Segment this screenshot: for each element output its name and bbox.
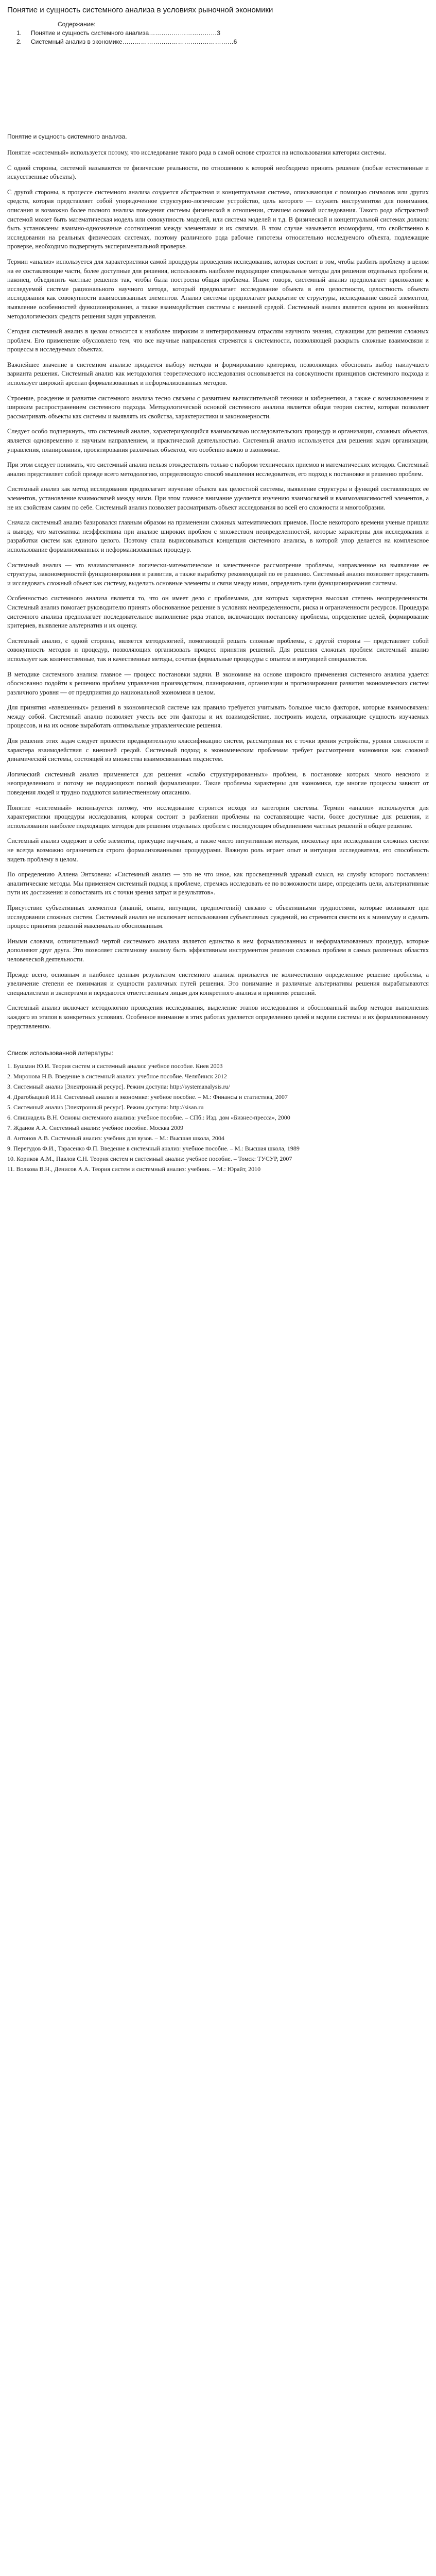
bibliography-item: 6. Спицнадель В.Н. Основы системного анализа: учебное пособие. – СПб.: Изд. дом «Бизнес-пресса», 2000 <box>7 1114 290 1122</box>
toc-item-page: 3 <box>217 29 220 37</box>
table-of-contents <box>7 20 429 46</box>
section-title: Понятие и сущность системного анализа. <box>7 133 127 140</box>
toc-item-number: 1. <box>16 29 22 37</box>
bibliography-item: 10. Кориков А.М., Павлов С.Н. Теория систем и системный анализ: учебное пособие. – Томск: ТУСУР, 2007 <box>7 1155 292 1163</box>
bibliography-item: 9. Перегудов Ф.И., Тарасенко Ф.П. Введение в системный анализ: учебное пособие. – М.: Высшая школа, 1989 <box>7 1145 300 1153</box>
paragraph: Логический системный анализ применяется для решения «слабо структурированных» проблем, в постановке которых много неясного и неопределенного и потому не поддающихся полной формализации. Такие проблемы характерны для экономики, где многие процессы зависят от поведения людей и трудно поддаются количественному описанию. <box>7 770 429 796</box>
paragraph: Сегодня системный анализ в целом относится к наиболее широким и интегрированным отраслям научного знания, служащим для решения сложных проблем. Его применение обусловлено тем, что все научные направления стремятся к системности, позволяющей раскрыть сложные взаимосвязи и процессы в исследуемых объектах. <box>7 328 429 353</box>
bibliography-item: 1. Бушмин Ю.И. Теория систем и системный анализ: учебное пособие. Киев 2003 <box>7 1062 223 1070</box>
paragraph: С другой стороны, в процессе системного анализа создается абстрактная и концептуальная система, описывающая с помощью символов или других средств, которая представляет собой упорядоченное структурно-логическое устройство, цель которого — служить инструментом для понимания, описания и возможно более полного анализа поведения системы физической в отношении, ставшем основой исследования. Такого рода абстрактной системой может быть математическая модель или совокупность моделей, или система моделей и т.д. В физической и концептуальной системах должны быть установлены взаимно-однозначные соотношения между элементами и их связями. В этом случае называется изоморфизм, что свойственно в исследовании на реальных физических системах, поэтому различного рода рабочие гипотезы относительно исследуемого объекта, подлежащие проверке, необходимо подвергнуть экспериментальной проверке. <box>7 188 429 250</box>
paragraph: При этом следует понимать, что системный анализ нельзя отождествлять только с набором технических приемов и математических методов. Системный анализ представляет собой прежде всего методологию, определяющую способ мышления исследователя, его подход к постановке и решению проблем. <box>7 461 429 478</box>
paragraph: Для решения этих задач следует провести предварительную классификацию систем, рассматривая их с точки зрения устройства, уровня сложности и характера взаимодействия с внешней средой. Системный подход к экономическим проблемам требует рассмотрения экономики как сложной динамической системы, состоящей из множества взаимосвязанных подсистем. <box>7 737 429 763</box>
toc-item-dots: ……………………………………………… <box>122 38 234 45</box>
document-title: Понятие и сущность системного анализа в условиях рыночной экономики <box>7 6 273 14</box>
bibliography-title: Список использованной литературы: <box>7 1049 113 1057</box>
paragraph: В методике системного анализа главное — процесс постановки задачи. В экономике на основе широкого применения системного анализа удается обоснованно подойти к решению проблем управления производством, планирования, организации и прогнозирования развития экономических систем различного уровня — от предприятия до национальной экономики в целом. <box>7 670 429 696</box>
paragraph: Понятие «системный» используется потому, что исследование строится исходя из категории системы. Термин «анализ» используется для характеристики процедуры исследования, которая состоит в разбиении проблемы на составляющие части, более доступные для решения, и использовании наиболее подходящих методов для решения отдельных проблем с последующим объединением частных решений в общее решение. <box>7 804 429 829</box>
bibliography-item: 4. Драгобыцкий И.Н. Системный анализ в экономике: учебное пособие. – М.: Финансы и статистика, 2007 <box>7 1093 288 1101</box>
paragraph: Следует особо подчеркнуть, что системный анализ, характеризующийся взаимосвязью исследовательских процедур и организации, сложных объектов, является одновременно и научным направлением, и практической деятельностью. Системный анализ используется для решения задач организации, управления, планирования, проектирования различных объектов, что особенно важно в экономике. <box>7 428 429 453</box>
paragraph: Прежде всего, основным и наиболее ценным результатом системного анализа признается не количественно определенное решение проблемы, а увеличение степени ее понимания и сущности различных путей решения. Это понимание и различные альтернативы решения вырабатываются специалистами и экспертами и передаются ответственным лицам для конкретного анализа и принятия решений. <box>7 971 429 996</box>
bibliography-list <box>7 1062 429 1173</box>
toc-item[interactable] <box>7 38 429 46</box>
paragraph: Сначала системный анализ базировался главным образом на применении сложных математических приемов. После некоторого времени ученые пришли к выводу, что математика неэффективна при анализе широких проблем с множеством неопределенностей, которые характерны для исследования и разработки систем как единого целого. Поэтому стала вырисовываться концепция системного анализа, в которой упор делается на комплексное использование формализованных и неформализованных процедур. <box>7 519 429 553</box>
bibliography-item[interactable]: 3. Системный анализ [Электронный ресурс]. Режим доступа: http://systemanalysis.ru/ <box>7 1083 230 1091</box>
paragraph: Особенностью системного анализа является то, что он имеет дело с проблемами, для которых характерна высокая степень неопределенности. Системный анализ помогает руководителю принять обоснованное решение в условиях неопределенности, риска и ограниченности ресурсов. Процедура системного анализа предполагает последовательное выполнение ряда этапов, включающих постановку проблемы, определение целей, формирование критериев, выявление альтернатив и их оценку. <box>7 595 429 630</box>
bibliography-item: 7. Жданов А.А. Системный анализ: учебное пособие. Москва 2009 <box>7 1124 184 1132</box>
paragraph: Строение, рождение и развитие системного анализа тесно связаны с развитием вычислительной техники и кибернетики, а также с возникновением и широким распространением системного подхода. Методологической основой системного анализа является общая теория систем, которая позволяет рассматривать объекты как системы и выявлять их свойства, характеристики и закономерности. <box>7 394 429 420</box>
toc-item-text: Системный анализ в экономике <box>31 38 123 45</box>
toc-item-page: 6 <box>233 38 237 45</box>
paragraph: Системный анализ включает методологию проведения исследования, выделение этапов исследования и обоснованный выбор методов выполнения каждого из этапов в конкретных условиях. Особенное внимание в этих работах уделяется определению целей и модели системы и их формализованному представлению. <box>7 1004 429 1030</box>
toc-heading: Содержание: <box>58 21 96 28</box>
bibliography-item: 11. Волкова В.Н., Денисов А.А. Теория систем и системный анализ: учебник. – М.: Юрайт, 2010 <box>7 1165 261 1173</box>
paragraph: Термин «анализ» используется для характеристики самой процедуры проведения исследования, которая состоит в том, чтобы разбить проблему в целом на ее составляющие части, более доступные для решения, использовать наиболее подходящие специальные методы для решения отдельных проблем и, наконец, объединить частные решения так, чтобы была построена общая проблема. Иначе говоря, системный анализ предполагает приложение к исследуемой системе рационального научного метода, который предполагает исследование объекта в его целостности, целостность объекта исследования как совокупности взаимосвязанных элементов. Анализ системы предполагает раскрытие ее структуры, исследование связей элементов, выявление особенностей функционирования, а также взаимодействия системы с внешней средой. Системный анализ является одним из важнейших методологических средств решения задач управления. <box>7 258 429 320</box>
toc-item-number: 2. <box>16 38 22 45</box>
paragraph: Иными словами, отличительной чертой системного анализа является единство в нем формализованных и неформализованных процедур, которые дополняют друг друга. Это позволяет системному анализу быть эффективным инструментом решения сложных проблем в самых различных областях человеческой деятельности. <box>7 937 429 963</box>
bibliography-item: 2. Миронова Н.В. Введение в системный анализ: учебное пособие. Челябинск 2012 <box>7 1073 227 1080</box>
paragraph: Для принятия «взвешенных» решений в экономической системе как правило требуется учитывать большое число факторов, которые взаимосвязаны между собой. Системный анализ позволяет учесть все эти факторы и их взаимодействие, построить модели, отражающие сущность изучаемых процессов, и на их основе выработать оптимальные управленческие решения. <box>7 704 429 730</box>
paragraph: Системный анализ — это взаимосвязанное логически-математическое и качественное рассмотрение проблемы, направленное на выявление ее структуры, закономерностей функционирования и развития, а также выработку рекомендаций по ее решению. Системный анализ позволяет представить и исследовать сложный объект как систему, выделить основные элементы и связи между ними, определить цели функционирования системы. <box>7 561 429 587</box>
paragraph: С одной стороны, системой называются те физические реальности, по отношению к которой необходимо принять решение (любые естественные и искусственные объекты). <box>7 164 429 181</box>
paragraph: По определению Аллена Энтховена: «Системный анализ — это не что иное, как просвещенный здравый смысл, на службу которого поставлены аналитические методы. Мы применяем системный подход к проблеме, стремясь исследовать ее по возможности шире, определить цели, альтернативные пути их достижения и сопоставить их с точки зрения затрат и результатов». <box>7 871 429 896</box>
paragraph: Системный анализ как метод исследования предполагает изучение объекта как целостной системы, выявление структуры и функций составляющих ее элементов, установление взаимосвязей между ними. При этом главное внимание уделяется изучению взаимосвязей и взаимозависимостей элементов, а не их свойствам самим по себе. Системный анализ позволяет рассматривать объект исследования во всей его сложности и многообразии. <box>7 485 429 511</box>
paragraph: Понятие «системный» используется потому, что исследование такого рода в самой основе строится на использовании категории системы. <box>7 149 386 156</box>
paragraph: Важнейшее значение в системном анализе придается выбору методов и формированию критериев, позволяющих обосновать выбор наилучшего варианта решения. Системный анализ как методология теоретического исследования основывается на совокупности принципов системного подхода и использует широкий арсенал формализованных и неформализованных методов. <box>7 361 429 387</box>
toc-item[interactable] <box>7 29 429 38</box>
body-text <box>7 148 429 1031</box>
toc-item-dots: …………………………… <box>149 29 217 37</box>
paragraph: Присутствие субъективных элементов (знаний, опыта, интуиции, предпочтений) связано с объективными трудностями, которые возникают при исследовании сложных систем. Системный анализ не исключает использования субъективных суждений, но стремится свести их к минимуму и сделать процесс принятия решений максимально обоснованным. <box>7 904 429 930</box>
toc-item-text: Понятие и сущность системного анализа <box>31 29 149 37</box>
paragraph: Системный анализ, с одной стороны, является методологией, помогающей решать сложные проблемы, с другой стороны — представляет собой совокупность методов и процедур, позволяющих организовать процесс принятия решений. Для решения сложных проблем системный анализ использует как количественные, так и качественные методы, сочетая формальные процедуры с опытом и интуицией специалистов. <box>7 637 429 663</box>
bibliography-item: 8. Антонов А.В. Системный анализ: учебник для вузов. – М.: Высшая школа, 2004 <box>7 1134 224 1142</box>
paragraph: Системный анализ содержит в себе элементы, присущие научным, а также чисто интуитивным методам, поскольку при исследовании сложных систем не всегда возможно ограничиться строго формализованными процедурами. Важную роль играет опыт и интуиция исследователя, его способность видеть проблему в целом. <box>7 837 429 863</box>
bibliography-item[interactable]: 5. Системный анализ [Электронный ресурс]. Режим доступа: http://sisan.ru <box>7 1104 204 1111</box>
